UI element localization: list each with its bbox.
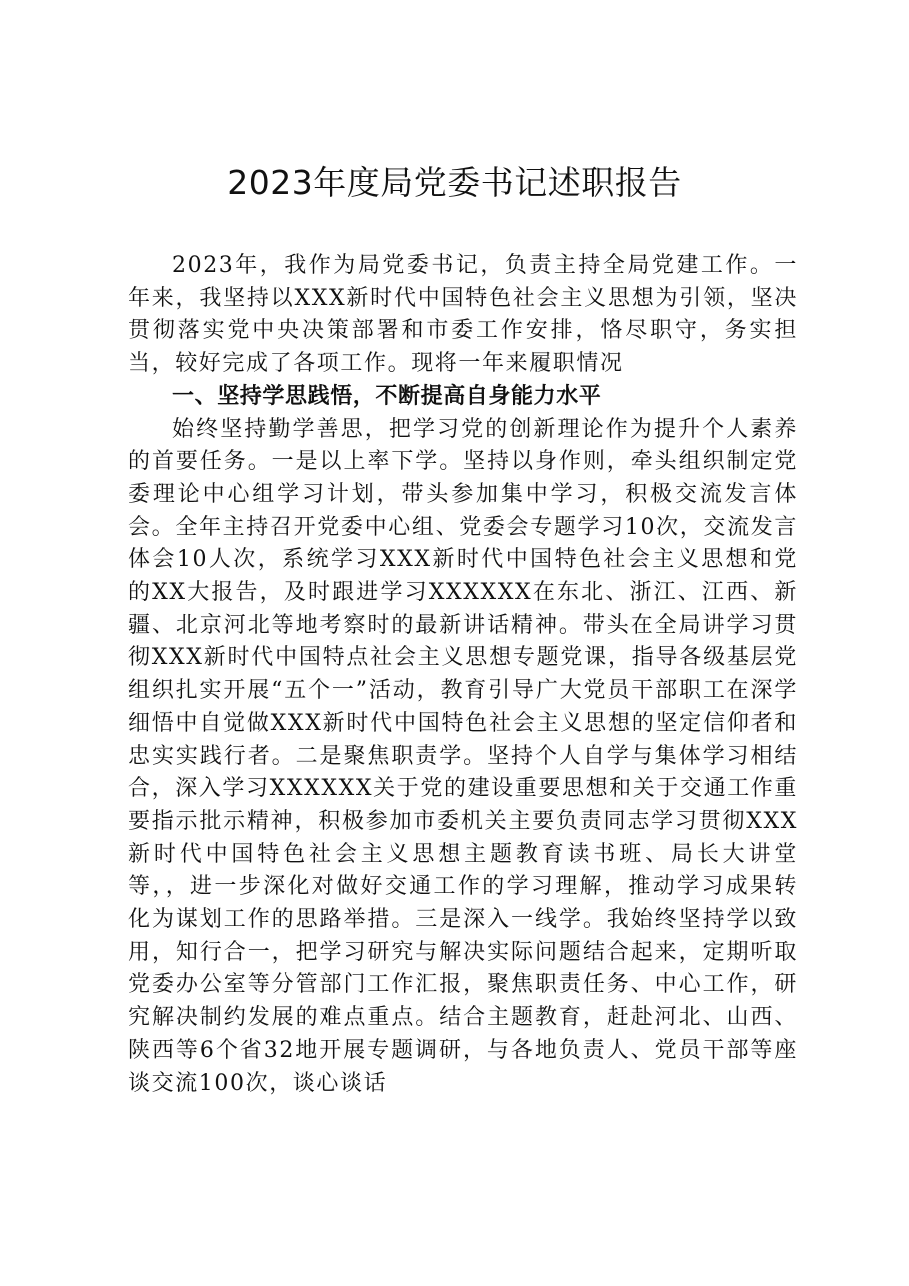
- section-heading: 一、坚持学思践悟，不断提高自身能力水平: [172, 383, 602, 409]
- document-title: 2023年度局党委书记述职报告: [227, 163, 682, 202]
- intro-paragraph: 2023年，我作为局党委书记，负责主持全局党建工作。一年来，我坚持以XXX新时代中国特色社会主义思想为引领，坚决贯彻落实党中央决策部署和市委工作安排，恪尽职守，务实担当，较好完成了各项工作。现将一年来履职情况: [128, 253, 798, 377]
- section-paragraph: 始终坚持勤学善思，把学习党的创新理论作为提升个人素养的首要任务。一是以上率下学。坚持以身作则，牵头组织制定党委理论中心组学习计划，带头参加集中学习，积极交流发言体会。全年主持召开党委中心组、党委会专题学习10次，交流发言体会10人次，系统学习XXX新时代中国特色社会主义思想和党的XX大报告，及时跟进学习XXXXXX在东北、浙江、江西、新疆、北京河北等地考察时的最新讲话精神。带头在全局讲学习贯彻XXX新时代中国特点社会主义思想专题党课，指导各级基层党组织扎实开展“五个一”活动，教育引导广大党员干部职工在深学细悟中自觉做XXX新时代中国特色社会主义思想的坚定信仰者和忠实实践行者。二是聚焦职责学。坚持个人自学与集体学习相结合，深入学习XXXXXX关于党的建设重要思想和关于交通工作重要指示批示精神，积极参加市委机关主要负责同志学习贯彻XXX新时代中国特色社会主义思想主题教育读书班、局长大讲堂等，，进一步深化对做好交通工作的学习理解，推动学习成果转化为谋划工作的思路举措。三是深入一线学。我始终坚持学以致用，知行合一，把学习研究与解决实际问题结合起来，定期听取党委办公室等分管部门工作汇报，聚焦职责任务、中心工作，研究解决制约发展的难点重点。结合主题教育，赶赴河北、山西、陕西等6个省32地开展专题调研，与各地负责人、党员干部等座谈交流100次，谈心谈话: [128, 416, 798, 1096]
- document-body: [128, 250, 798, 1100]
